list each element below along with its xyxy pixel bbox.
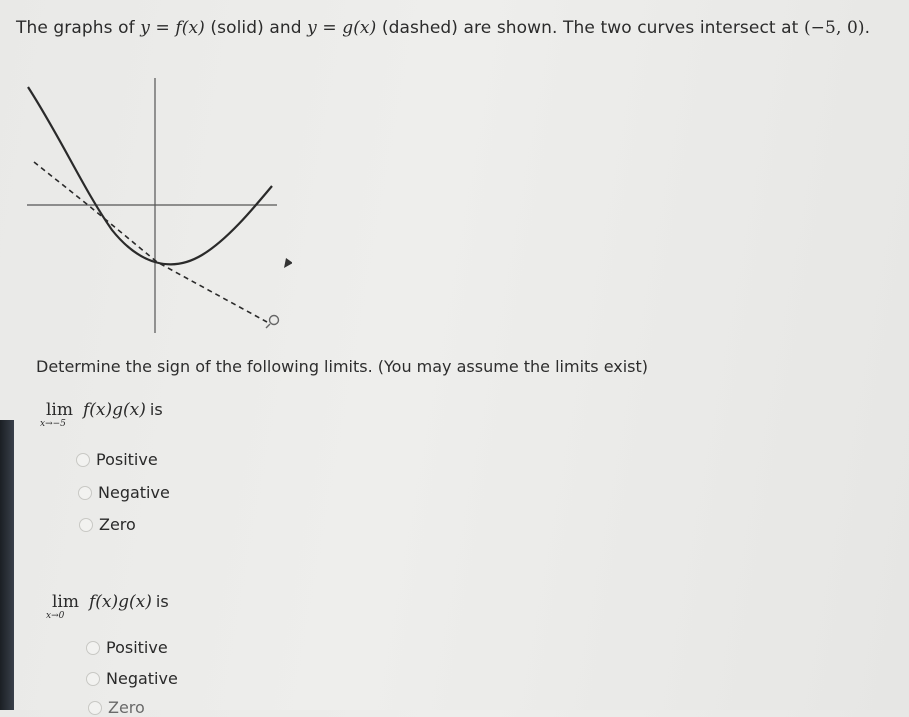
option-label: Zero [108, 698, 145, 717]
math-equals: = [316, 18, 343, 38]
lim-subscript: x→0 [46, 611, 65, 621]
math-f-of-x: f(x) [175, 18, 205, 38]
limit-expression-2 [46, 592, 169, 621]
option-label: Negative [106, 669, 178, 688]
math-y: y [140, 18, 150, 38]
question-text-part: . [864, 18, 871, 38]
math-equals: = [149, 18, 176, 38]
intersection-point: (−5, 0) [803, 18, 865, 38]
radio-icon[interactable] [86, 641, 100, 655]
question-text-part: (solid) and [204, 18, 308, 38]
cursor-icon [284, 258, 292, 268]
question-text [16, 18, 870, 38]
option-label: Positive [96, 450, 158, 469]
question-text-part: The graphs of [16, 18, 141, 38]
option-positive-1[interactable] [76, 450, 158, 469]
lim-is: is [155, 592, 169, 611]
lim-is: is [149, 400, 163, 419]
radio-icon[interactable] [78, 486, 92, 500]
monitor-bezel [0, 420, 14, 710]
math-y: y [307, 18, 317, 38]
lim-subscript: x→−5 [40, 419, 66, 429]
question-text-part: (dashed) are shown. The two curves intersect at [376, 18, 804, 38]
radio-icon[interactable] [86, 672, 100, 686]
lim-expression: f(x)g(x) [89, 592, 152, 612]
lim-text: lim [52, 592, 79, 612]
instructions-text: Determine the sign of the following limits. (You may assume the limits exist) [36, 357, 649, 376]
magnifier-icon [266, 316, 279, 329]
option-negative-2[interactable] [86, 669, 178, 688]
option-label: Negative [98, 483, 170, 502]
radio-icon[interactable] [76, 453, 90, 467]
option-zero-1[interactable] [79, 515, 136, 534]
limit-expression-1 [40, 400, 163, 429]
function-graph [22, 70, 292, 340]
lim-expression: f(x)g(x) [83, 400, 146, 420]
solid-curve-f [28, 87, 272, 264]
radio-icon[interactable] [79, 518, 93, 532]
lim-operator [40, 400, 73, 429]
option-label: Positive [106, 638, 168, 657]
dashed-curve-g [34, 162, 267, 322]
math-g-of-x: g(x) [342, 18, 377, 38]
lim-text: lim [46, 400, 73, 420]
lim-operator [46, 592, 79, 621]
radio-icon[interactable] [88, 701, 102, 715]
option-label: Zero [99, 515, 136, 534]
option-positive-2[interactable] [86, 638, 168, 657]
option-negative-1[interactable] [78, 483, 170, 502]
option-zero-2[interactable] [88, 698, 145, 717]
